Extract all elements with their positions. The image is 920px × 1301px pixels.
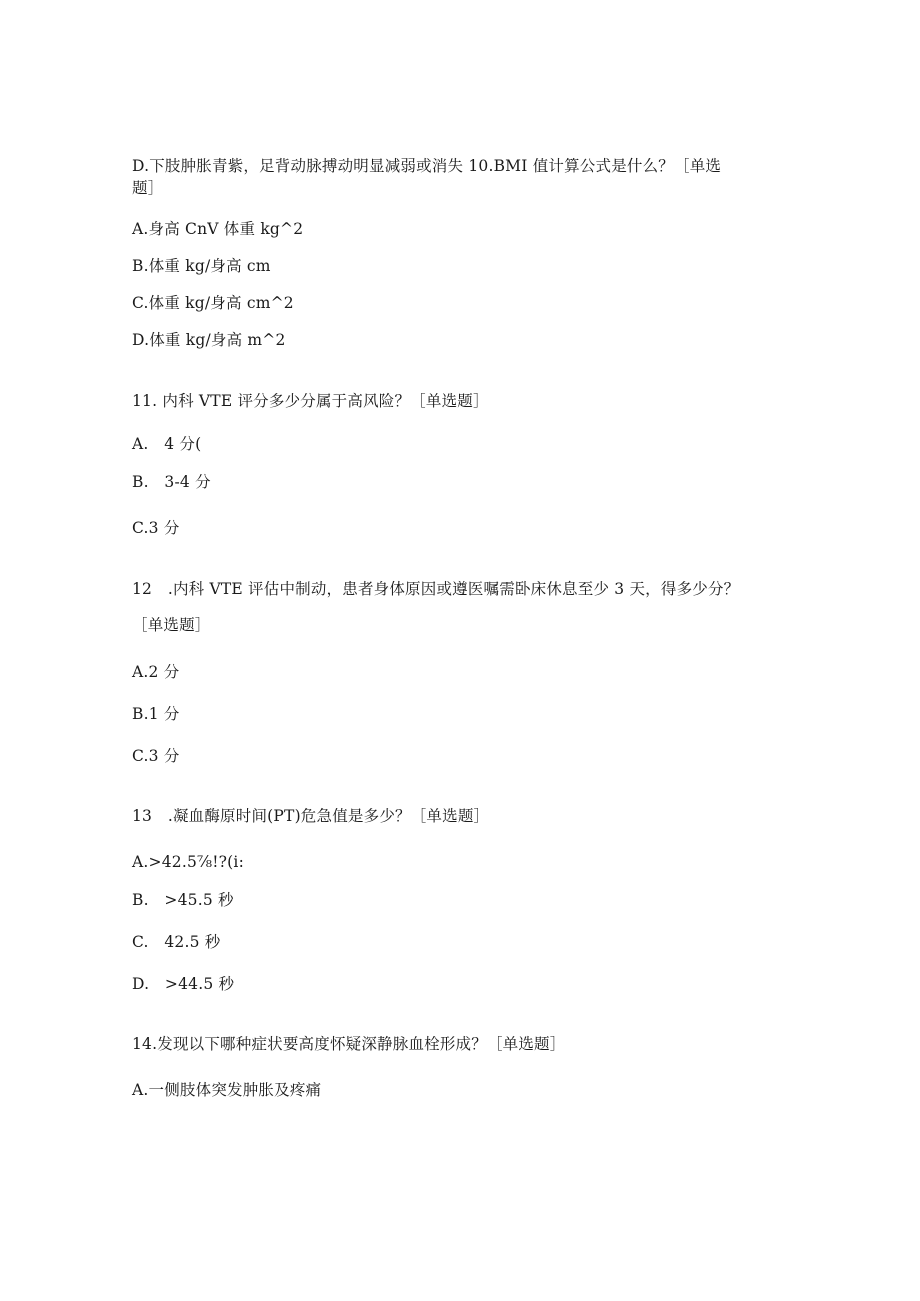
q10-option-b: B.体重 kg/身高 cm	[132, 257, 271, 275]
q11-question: 11. 内科 VTE 评分多少分属于高风险？［单选题］	[132, 392, 489, 410]
q10-question-tag: 题］	[132, 179, 164, 197]
q13-option-a: A.>42.5⅞!?(ⅰ:	[132, 853, 245, 871]
q10-option-a: A.身高 CnV 体重 kg^2	[132, 220, 304, 238]
q14-option-a: A.一侧肢体突发肿胀及疼痛	[132, 1081, 322, 1099]
q11-option-a: A. 4 分(	[132, 435, 202, 453]
q12-option-c: C.3 分	[132, 747, 180, 765]
q12-option-b: B.1 分	[132, 705, 180, 723]
q12-question-tag: ［单选题］	[132, 616, 211, 634]
q11-option-b: B. 3-4 分	[132, 473, 211, 491]
q14-question: 14.发现以下哪种症状要高度怀疑深静脉血栓形成？［单选题］	[132, 1035, 566, 1053]
q12-option-a: A.2 分	[132, 663, 180, 681]
q13-option-c: C. 42.5 秒	[132, 933, 221, 951]
q10-option-c: C.体重 kg/身高 cm^2	[132, 294, 294, 312]
q13-option-d: D. >44.5 秒	[132, 975, 235, 993]
q13-option-b: B. >45.5 秒	[132, 891, 234, 909]
q10-option-d: D.体重 kg/身高 m^2	[132, 331, 286, 349]
q12-question: 12 .内科 VTE 评估中制动，患者身体原因或遵医嘱需卧床休息至少 3 天，得多少分？	[132, 580, 740, 598]
q10-option-d-and-question: D.下肢肿胀青紫，足背动脉搏动明显减弱或消失 10.BMI 值计算公式是什么？［单选	[132, 157, 722, 175]
q13-question: 13 .凝血酶原时间(PT)危急值是多少？［单选题］	[132, 807, 490, 825]
q11-option-c: C.3 分	[132, 519, 180, 537]
